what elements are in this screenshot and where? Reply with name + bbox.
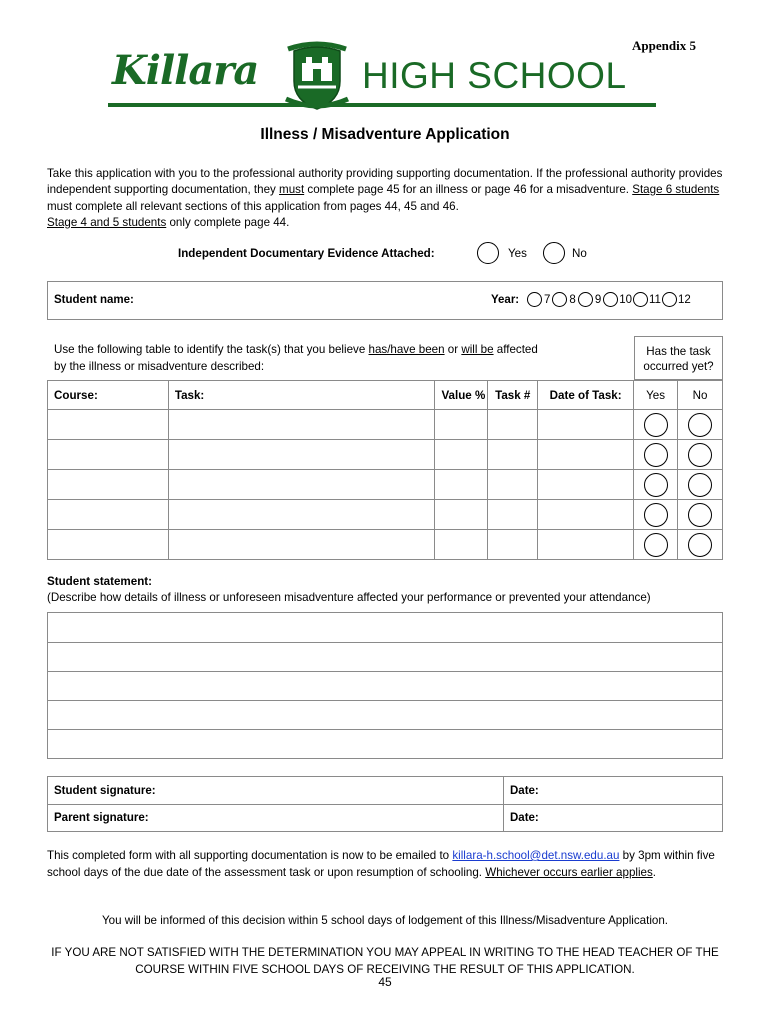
appeal-notice: IF YOU ARE NOT SATISFIED WITH THE DETERMINATION YOU MAY APPEAL IN WRITING TO THE HEAD TEACHER OF THE COURSE WITHIN FIVE SCHOOL DAYS OF RECEIVING THE RESULT OF THIS APPLICATION. [51, 946, 719, 976]
page-number: 45 [378, 975, 392, 989]
value-cell[interactable] [435, 440, 488, 470]
no-header: No [678, 381, 723, 410]
task-row [48, 440, 723, 470]
year-12-radio[interactable] [662, 292, 677, 307]
value-header: Value % [435, 381, 488, 410]
statement-box[interactable] [47, 612, 723, 759]
evidence-yes-radio[interactable] [477, 242, 499, 264]
evidence-label: Independent Documentary Evidence Attached: [178, 247, 435, 260]
student-signature-label: Student signature: [54, 785, 156, 797]
evidence-yes-label: Yes [508, 247, 527, 260]
course-cell[interactable] [48, 410, 169, 440]
statement-label: Student statement: [47, 575, 152, 588]
school-name-caps: HIGH SCHOOL [362, 55, 627, 96]
appendix-label: Appendix 5 [632, 38, 696, 53]
occurred-no-radio[interactable] [688, 443, 712, 467]
evidence-no-radio[interactable] [543, 242, 565, 264]
statement-line [48, 700, 722, 701]
occurred-yes-cell [634, 410, 678, 440]
task-row [48, 500, 723, 530]
statement-line [48, 729, 722, 730]
task-cell[interactable] [168, 500, 434, 530]
course-cell[interactable] [48, 500, 169, 530]
course-cell[interactable] [48, 440, 169, 470]
occurred-no-cell [678, 530, 723, 560]
task-number-cell[interactable] [488, 410, 538, 440]
student-date-label: Date: [510, 785, 539, 797]
parent-date-label: Date: [510, 812, 539, 824]
yes-header: Yes [634, 381, 678, 410]
task-instructions: Use the following table to identify the task(s) that you believe has/have been or will be affected by the illness or misadventure described: [54, 343, 538, 373]
evidence-no-label: No [572, 247, 587, 260]
occurred-yes-radio[interactable] [644, 413, 668, 437]
form-title: Illness / Misadventure Application [260, 126, 510, 143]
course-cell[interactable] [48, 530, 169, 560]
occurred-yes-cell [634, 530, 678, 560]
statement-line [48, 671, 722, 672]
course-cell[interactable] [48, 470, 169, 500]
task-number-header: Task # [488, 381, 538, 410]
year-label: Year: [491, 294, 520, 306]
task-table [47, 380, 723, 560]
date-cell[interactable] [538, 440, 634, 470]
value-cell[interactable] [435, 410, 488, 440]
value-cell[interactable] [435, 500, 488, 530]
school-crest-icon [284, 41, 350, 111]
header-rule [108, 103, 656, 107]
statement-line [48, 642, 722, 643]
course-header: Course: [48, 381, 169, 410]
task-header: Task: [168, 381, 434, 410]
occurred-no-cell [678, 410, 723, 440]
date-header: Date of Task: [538, 381, 634, 410]
task-number-cell[interactable] [488, 440, 538, 470]
signature-column-divider [503, 777, 504, 831]
task-cell[interactable] [168, 410, 434, 440]
year-11-radio[interactable] [633, 292, 648, 307]
task-cell[interactable] [168, 530, 434, 560]
task-table-top [47, 331, 635, 332]
parent-signature-label: Parent signature: [54, 812, 149, 824]
year-9-radio[interactable] [578, 292, 593, 307]
value-cell[interactable] [435, 530, 488, 560]
task-number-cell[interactable] [488, 470, 538, 500]
task-row [48, 470, 723, 500]
year-10-radio[interactable] [603, 292, 618, 307]
value-cell[interactable] [435, 470, 488, 500]
email-instructions: This completed form with all supporting documentation is now to be emailed to killara-h.school@det.nsw.edu.au by 3pm within five school days of the due date of the assessment task or upon resumption of schooling. Whichever occurs earlier applies. [47, 849, 715, 879]
date-cell[interactable] [538, 530, 634, 560]
signature-box [47, 776, 723, 832]
occurred-no-cell [678, 500, 723, 530]
statement-hint: (Describe how details of illness or unforeseen misadventure affected your performance or prevented your attendance) [47, 591, 651, 604]
intro-text: Take this application with you to the professional authority providing supporting documentation. If the professional authority provides independent supporting documentation, they must complete page 45 for an illness or page 46 for a misadventure. Stage 6 students must complete all relevant sections of this application from pages 44, 45 and 46. Stage 4 and 5 students only complete page 44. [47, 167, 723, 229]
occurred-no-radio[interactable] [688, 473, 712, 497]
occurred-yes-cell [634, 500, 678, 530]
occurred-yes-radio[interactable] [644, 503, 668, 527]
task-number-cell[interactable] [488, 500, 538, 530]
occurred-no-radio[interactable] [688, 533, 712, 557]
occurred-no-cell [678, 440, 723, 470]
year-options: 7 8 9 10 11 12 [527, 292, 692, 307]
occurred-no-radio[interactable] [688, 413, 712, 437]
task-row [48, 410, 723, 440]
date-cell[interactable] [538, 500, 634, 530]
student-name-label: Student name: [54, 294, 134, 306]
occurred-yes-radio[interactable] [644, 443, 668, 467]
school-email-link[interactable]: killara-h.school@det.nsw.edu.au [452, 849, 620, 862]
student-name-field[interactable] [150, 286, 480, 314]
occurred-no-cell [678, 470, 723, 500]
task-cell[interactable] [168, 440, 434, 470]
date-cell[interactable] [538, 470, 634, 500]
occurred-no-radio[interactable] [688, 503, 712, 527]
occurred-yes-cell [634, 440, 678, 470]
signature-divider [48, 804, 722, 805]
task-occurred-question: Has the task occurred yet? [634, 336, 723, 380]
school-header [108, 41, 658, 113]
task-cell[interactable] [168, 470, 434, 500]
year-7-radio[interactable] [527, 292, 542, 307]
occurred-yes-radio[interactable] [644, 533, 668, 557]
year-8-radio[interactable] [552, 292, 567, 307]
date-cell[interactable] [538, 410, 634, 440]
school-name-script: Killara [112, 47, 259, 94]
task-number-cell[interactable] [488, 530, 538, 560]
decision-notice: You will be informed of this decision within 5 school days of lodgement of this Illness/Misadventure Application. [101, 914, 669, 927]
task-row [48, 530, 723, 560]
occurred-yes-cell [634, 470, 678, 500]
occurred-yes-radio[interactable] [644, 473, 668, 497]
